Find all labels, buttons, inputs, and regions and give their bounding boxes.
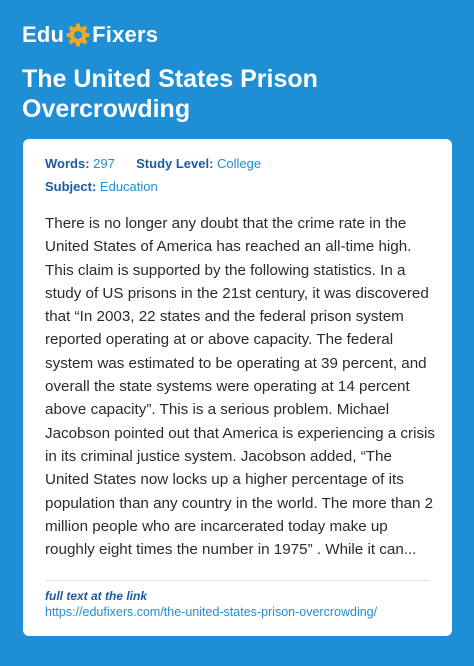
meta-row-2 [45,179,158,194]
divider [45,580,430,581]
brand-logo[interactable] [22,22,158,48]
subject-value: Education [99,179,158,194]
study-level-value: College [217,156,262,171]
subject-label: Subject: [45,179,97,194]
gear-icon [65,22,91,48]
meta-row-1 [45,156,261,171]
page-title: The United States Prison Overcrowding [22,65,318,123]
study-level-label: Study Level: [136,156,214,171]
full-text-label: full text at the link [45,589,148,603]
brand-name-part2: Fixers [92,22,159,47]
words-value: 297 [93,156,115,171]
full-text-link[interactable]: https://edufixers.com/the-united-states-prison-overcrowding/ [45,605,378,619]
essay-card [23,139,452,636]
brand-name-part1: Edu [22,22,65,47]
essay-excerpt: There is no longer any doubt that the crime rate in the United States of America has reached an all-time high. This claim is supported by the following statistics. In a study of US prisons in the 21st century, it was discovered that “In 2003, 22 states and the federal prison system reported operating at or above capacity. The federal system was estimated to be operating at 39 percent, and overall the state systems were operating at 14 percent above capacity”. This is a serious problem. Michael Jacobson pointed out that America is experiencing a crisis in its criminal justice system. Jacobson added, “The United States now locks up a higher percentage of its population than any country in the world. The more than 2 million people who are incarcerated today make up roughly eight times the number in 1975” . While it can... [45,215,436,559]
words-label: Words: [45,156,90,171]
